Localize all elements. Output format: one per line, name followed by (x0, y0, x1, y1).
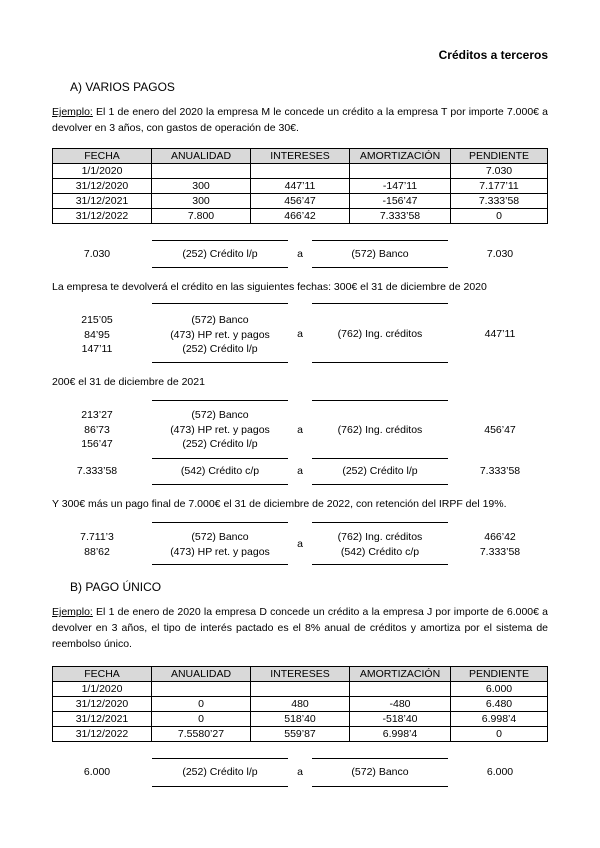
table-row (53, 727, 548, 742)
entry-amount: 7.030 (83, 248, 111, 260)
entry-debit-account: (542) Crédito c/p (180, 465, 260, 477)
cell: -518’40 (350, 712, 451, 727)
cell: 7.030 (451, 164, 548, 179)
entry-rule (312, 758, 448, 759)
entry-amount-credit: 447’11 (484, 328, 516, 340)
header-amortizacion: AMORTIZACIÓN (350, 667, 451, 682)
entry-debit-account: (473) HP ret. y pagos (170, 423, 270, 436)
section-b-title: B) PAGO ÚNICO (70, 580, 162, 594)
header-anualidad: ANUALIDAD (152, 149, 251, 164)
entry-rule (152, 484, 288, 485)
example-text: El 1 de enero del 2020 la empresa M le concede un crédito a la empresa T por importe 7.000€ a devolver en 3 años, con gastos de operación de 30€. (52, 106, 548, 134)
section-a-text-2: La empresa te devolverá el crédito en las siguientes fechas: 300€ el 31 de diciembre de 2020 (52, 281, 487, 293)
entry-credit-account: (572) Banco (351, 248, 409, 260)
cell (350, 682, 451, 697)
entry-debit-account: (252) Crédito l/p (182, 438, 258, 450)
amortization-table-b (52, 666, 548, 742)
cell: 480 (251, 697, 350, 712)
header-pendiente: PENDIENTE (451, 667, 548, 682)
entry-debit-account: (473) HP ret. y pagos (170, 545, 270, 558)
entry-a: a (297, 248, 303, 260)
table-row (53, 164, 548, 179)
section-a-text-4: Y 300€ más un pago final de 7.000€ el 31 de diciembre de 2022, con retención del IRPF del 19%. (52, 498, 507, 510)
cell (251, 164, 350, 179)
entry-amounts-credit (452, 530, 548, 559)
entry-rule (312, 362, 448, 363)
entry-rule (312, 240, 448, 241)
entry-amounts (52, 313, 142, 357)
table-row (53, 209, 548, 224)
cell: 1/1/2020 (53, 164, 152, 179)
cell: 7.177’11 (451, 179, 548, 194)
entry-amount: 88’62 (84, 545, 110, 558)
cell: 7.5580’27 (152, 727, 251, 742)
entry-amount-credit: 456’47 (484, 424, 516, 436)
entry-amounts (52, 408, 142, 452)
entry-a: a (297, 328, 303, 340)
cell: 0 (451, 727, 548, 742)
entry-rule (152, 362, 288, 363)
cell: 6.480 (451, 697, 548, 712)
cell: 31/12/2020 (53, 697, 152, 712)
header-intereses: INTERESES (251, 667, 350, 682)
entry-rule (152, 786, 288, 787)
table-row (53, 682, 548, 697)
cell: 6.000 (451, 682, 548, 697)
entry-debit-account: (572) Banco (191, 314, 249, 326)
header-fecha: FECHA (53, 149, 152, 164)
entry-debit-accounts (152, 408, 288, 452)
entry-amount-credit: 7.030 (486, 248, 514, 260)
cell: 0 (152, 697, 251, 712)
cell: 1/1/2020 (53, 682, 152, 697)
entry-credit-account: (572) Banco (351, 766, 409, 778)
entry-amount-credit: 7.333’58 (479, 465, 521, 477)
cell (251, 682, 350, 697)
cell: 31/12/2022 (53, 727, 152, 742)
header-intereses: INTERESES (251, 149, 350, 164)
entry-rule (312, 522, 448, 523)
entry-amounts (52, 530, 142, 559)
entry-rule (152, 267, 288, 268)
cell (152, 682, 251, 697)
entry-rule (152, 758, 288, 759)
entry-amount-credit: 466’42 (484, 531, 516, 543)
entry-rule (152, 564, 288, 565)
cell: 0 (152, 712, 251, 727)
entry-debit-accounts (152, 530, 288, 559)
entry-amount: 147’11 (81, 343, 113, 355)
section-a-example (52, 104, 548, 136)
cell: 300 (152, 194, 251, 209)
entry-amount: 86’73 (84, 423, 110, 436)
amortization-table-a (52, 148, 548, 224)
table-row (53, 697, 548, 712)
cell: 6.998’4 (350, 727, 451, 742)
section-a-text-3: 200€ el 31 de diciembre de 2021 (52, 376, 205, 388)
entry-rule (312, 400, 448, 401)
table-row (53, 712, 548, 727)
entry-amount: 7.333’58 (76, 465, 118, 477)
entry-debit-account: (252) Crédito l/p (182, 766, 258, 778)
cell: 300 (152, 179, 251, 194)
entry-credit-account: (252) Crédito l/p (342, 465, 418, 477)
cell: 6.998’4 (451, 712, 548, 727)
cell: 466’42 (251, 209, 350, 224)
entry-rule (312, 267, 448, 268)
example-text: El 1 de enero de 2020 la empresa D concede un crédito a la empresa J por importe de 6.000€ a devolver en 3 años, el tipo de interés pactado es el 8% anual de créditos y amortiza por el sistema de reembolso único. (52, 606, 548, 650)
entry-a: a (297, 766, 303, 778)
entry-amount-credit: 7.333’58 (479, 545, 521, 558)
cell: -480 (350, 697, 451, 712)
entry-debit-account: (473) HP ret. y pagos (170, 328, 270, 341)
entry-a: a (297, 538, 303, 550)
cell: 456’47 (251, 194, 350, 209)
entry-rule (152, 400, 288, 401)
entry-amount: 7.711’3 (80, 531, 114, 543)
entry-rule (312, 484, 448, 485)
cell: 447’11 (251, 179, 350, 194)
entry-a: a (297, 465, 303, 477)
entry-rule (152, 240, 288, 241)
entry-debit-account: (572) Banco (191, 409, 249, 421)
cell: 518’40 (251, 712, 350, 727)
cell: -156’47 (350, 194, 451, 209)
cell: 7.333’58 (451, 194, 548, 209)
section-a-title: A) VARIOS PAGOS (70, 80, 175, 94)
cell: 0 (451, 209, 548, 224)
cell: 7.333’58 (350, 209, 451, 224)
example-label: Ejemplo: (52, 106, 93, 118)
example-label: Ejemplo: (52, 606, 93, 618)
entry-amount: 215’05 (81, 314, 113, 326)
header-fecha: FECHA (53, 667, 152, 682)
cell: 559’87 (251, 727, 350, 742)
cell: 7.800 (152, 209, 251, 224)
entry-amount: 156’47 (81, 438, 113, 450)
header-pendiente: PENDIENTE (451, 149, 548, 164)
entry-amount: 213’27 (81, 409, 113, 421)
entry-credit-account: (762) Ing. créditos (337, 424, 423, 436)
entry-a: a (297, 424, 303, 436)
entry-rule (312, 303, 448, 304)
entry-debit-accounts (152, 313, 288, 357)
entry-rule (312, 786, 448, 787)
cell: -147’11 (350, 179, 451, 194)
cell: 31/12/2022 (53, 209, 152, 224)
document-title: Créditos a terceros (438, 48, 548, 62)
entry-amount: 6.000 (83, 766, 111, 778)
entry-rule (152, 522, 288, 523)
entry-amount-credit: 6.000 (486, 766, 514, 778)
entry-rule (312, 564, 448, 565)
entry-credit-account: (542) Crédito c/p (340, 545, 420, 558)
entry-rule (152, 303, 288, 304)
entry-debit-account: (252) Crédito l/p (182, 343, 258, 355)
cell: 31/12/2020 (53, 179, 152, 194)
entry-debit-account: (252) Crédito l/p (182, 248, 258, 260)
section-b-example (52, 604, 548, 652)
cell: 31/12/2021 (53, 712, 152, 727)
entry-debit-account: (572) Banco (191, 531, 249, 543)
entry-rule (312, 458, 448, 459)
entry-credit-account: (762) Ing. créditos (337, 531, 423, 543)
entry-credit-accounts (312, 530, 448, 559)
cell: 31/12/2021 (53, 194, 152, 209)
cell (350, 164, 451, 179)
header-amortizacion: AMORTIZACIÓN (350, 149, 451, 164)
cell (152, 164, 251, 179)
entry-credit-account: (762) Ing. créditos (337, 328, 423, 340)
entry-amount: 84’95 (84, 328, 110, 341)
table-row (53, 194, 548, 209)
header-anualidad: ANUALIDAD (152, 667, 251, 682)
entry-rule (152, 458, 288, 459)
table-row (53, 179, 548, 194)
